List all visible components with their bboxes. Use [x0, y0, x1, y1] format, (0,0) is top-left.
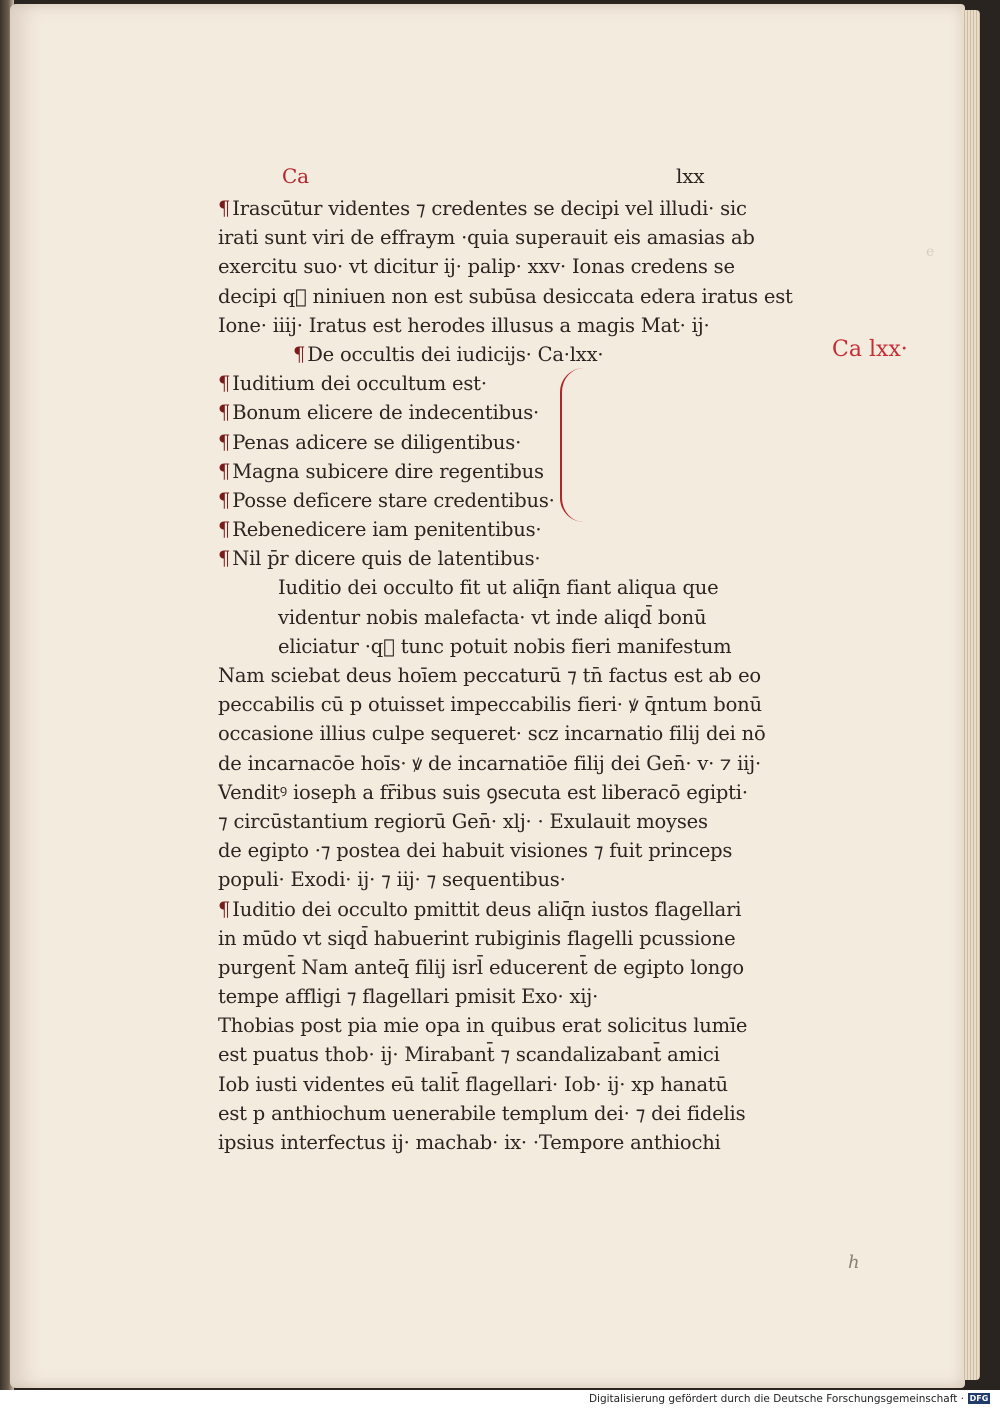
line-text: decipi q᷑ niniuen non est subūsa desiccata edera iratus est	[218, 284, 793, 308]
line-text: Thobias post pia mie opa in quibus erat solicitus lumīe	[218, 1014, 748, 1038]
text-line	[218, 252, 778, 281]
pilcrow-mark: ¶	[218, 197, 231, 220]
footer-credit: Digitalisierung gefördert durch die Deutsche Forschungsgemeinschaft ·	[588, 1393, 964, 1405]
line-text: eliciatur ·q᷑ tunc potuit nobis fieri manifestum	[278, 634, 732, 658]
text-line	[218, 982, 778, 1011]
text-line	[218, 340, 778, 369]
text-line	[218, 194, 778, 223]
text-line	[218, 223, 778, 252]
text-line	[218, 282, 793, 311]
text-line	[218, 603, 778, 632]
line-text: videntur nobis malefacta· vt inde aliqd̄ bonū	[278, 605, 707, 629]
text-line	[218, 895, 778, 924]
pilcrow-mark: ¶	[218, 401, 231, 425]
header-chapter: Ca	[282, 164, 309, 188]
line-text: occasione illius culpe sequeret· scz incarnatio filij dei nō	[218, 722, 766, 746]
page-edges	[962, 10, 980, 1380]
dfg-logo: DFG	[969, 1394, 989, 1403]
text-line	[218, 1099, 778, 1128]
text-line	[218, 749, 778, 778]
margin-note: Ca lxx·	[832, 337, 908, 362]
faint-mark: e	[926, 244, 935, 260]
line-text: Bonum elicere de indecentibus·	[232, 401, 540, 425]
line-text: irati sunt viri de effraym ·quia superauit eis amasias ab	[218, 226, 755, 250]
text-line	[218, 515, 778, 544]
text-lines	[218, 194, 793, 1157]
text-line	[218, 398, 778, 427]
line-text: De occultis dei iudicijs· Ca·lxx·	[307, 342, 604, 366]
pilcrow-mark: ¶	[218, 488, 231, 512]
text-line	[218, 544, 778, 573]
text-line	[218, 1128, 778, 1157]
line-text: Magna subicere dire regentibus	[232, 459, 544, 483]
line-text: de egipto ·⁊ postea dei habuit visiones ⁊ fuit princeps	[218, 839, 733, 863]
pilcrow-mark: ¶	[293, 342, 306, 366]
footer-bar	[0, 1390, 1000, 1408]
text-line	[218, 865, 778, 894]
pilcrow-mark: ¶	[218, 372, 231, 396]
text-line	[218, 457, 778, 486]
line-text: tempe affligi ⁊ flagellari pmisit Exo· xij·	[218, 985, 599, 1009]
line-text: ipsius interfectus ij· machab· ix· ·Tempore anthiochi	[218, 1131, 721, 1154]
pilcrow-mark: ¶	[218, 518, 231, 542]
pencil-mark: h	[848, 1252, 860, 1273]
text-line	[218, 1070, 778, 1099]
text-line	[218, 924, 778, 953]
line-text: in mūdo vt siqd̄ habuerint rubiginis flagelli pcussione	[218, 926, 736, 950]
text-line	[218, 1040, 778, 1069]
line-text: Posse deficere stare credentibus·	[232, 488, 555, 512]
text-line	[218, 778, 778, 807]
pilcrow-mark: ¶	[218, 897, 231, 921]
line-text: peccabilis cū p otuisset impeccabilis fieri· ꝟ q̄ntum bonū	[218, 693, 762, 717]
line-text: Nil p̄r dicere quis de latentibus·	[232, 547, 541, 571]
line-text: Iuditio dei occulto fit ut aliq̄n fiant aliqua que	[278, 576, 719, 600]
line-text: Iob iusti videntes eū talit̄ flagellari· Iob· ij· xp hanatū	[218, 1072, 728, 1096]
pilcrow-mark: ¶	[218, 459, 231, 483]
running-header	[218, 160, 778, 194]
line-text: Penas adicere se diligentibus·	[232, 430, 522, 454]
text-line	[218, 632, 778, 661]
line-text: Irascūtur videntes ⁊ credentes se decipi vel illudi· sic	[232, 197, 747, 220]
line-text: Nam sciebat deus hoīem peccaturū ⁊ tn̄ factus est ab eo	[218, 664, 761, 687]
rubric-brace	[560, 368, 606, 522]
line-text: exercitu suo· vt dicitur ij· palip· xxv· Ionas credens se	[218, 255, 735, 279]
text-line	[218, 836, 778, 865]
pilcrow-mark: ¶	[218, 547, 231, 571]
pilcrow-mark: ¶	[218, 430, 231, 454]
text-line	[218, 428, 778, 457]
line-text: Iuditium dei occultum est·	[232, 372, 487, 396]
text-line	[218, 486, 778, 515]
line-text: ⁊ circūstantium regiorū Gen̄· xlj· · Exulauit moyses	[218, 809, 708, 833]
text-line	[218, 369, 778, 398]
line-text: purgent̄ Nam anteq̄ filij isrl̄ educerent̄ de egipto longo	[218, 955, 744, 979]
line-text: Iuditio dei occulto pmittit deus aliq̄n iustos flagellari	[232, 897, 742, 921]
text-line	[218, 807, 778, 836]
text-column	[218, 160, 793, 1157]
text-line	[218, 690, 778, 719]
line-text: de incarnacōe hoīs· ꝟ de incarnatiōe filij dei Gen̄· v· ⁊ iij·	[218, 751, 762, 775]
text-line	[218, 573, 778, 602]
line-text: Rebenedicere iam penitentibus·	[232, 518, 542, 542]
line-text: Ione· iiij· Iratus est herodes illusus a magis Mat· ij·	[218, 313, 710, 337]
text-line	[218, 661, 778, 690]
text-line	[218, 953, 778, 982]
line-text: populi· Exodi· ij· ⁊ iij· ⁊ sequentibus·	[218, 868, 566, 892]
text-line	[218, 311, 778, 340]
text-line	[218, 719, 778, 748]
text-line	[218, 1011, 778, 1040]
line-text: est p anthiochum uenerabile templum dei· ⁊ dei fidelis	[218, 1101, 746, 1125]
line-text: est puatus thob· ij· Mirabant̄ ⁊ scandalizabant̄ amici	[218, 1043, 720, 1067]
header-number: lxx	[676, 164, 705, 188]
line-text: Venditꝰ ioseph a fr̄ibus suis ꝯsecuta est liberacō egipti·	[218, 780, 748, 804]
